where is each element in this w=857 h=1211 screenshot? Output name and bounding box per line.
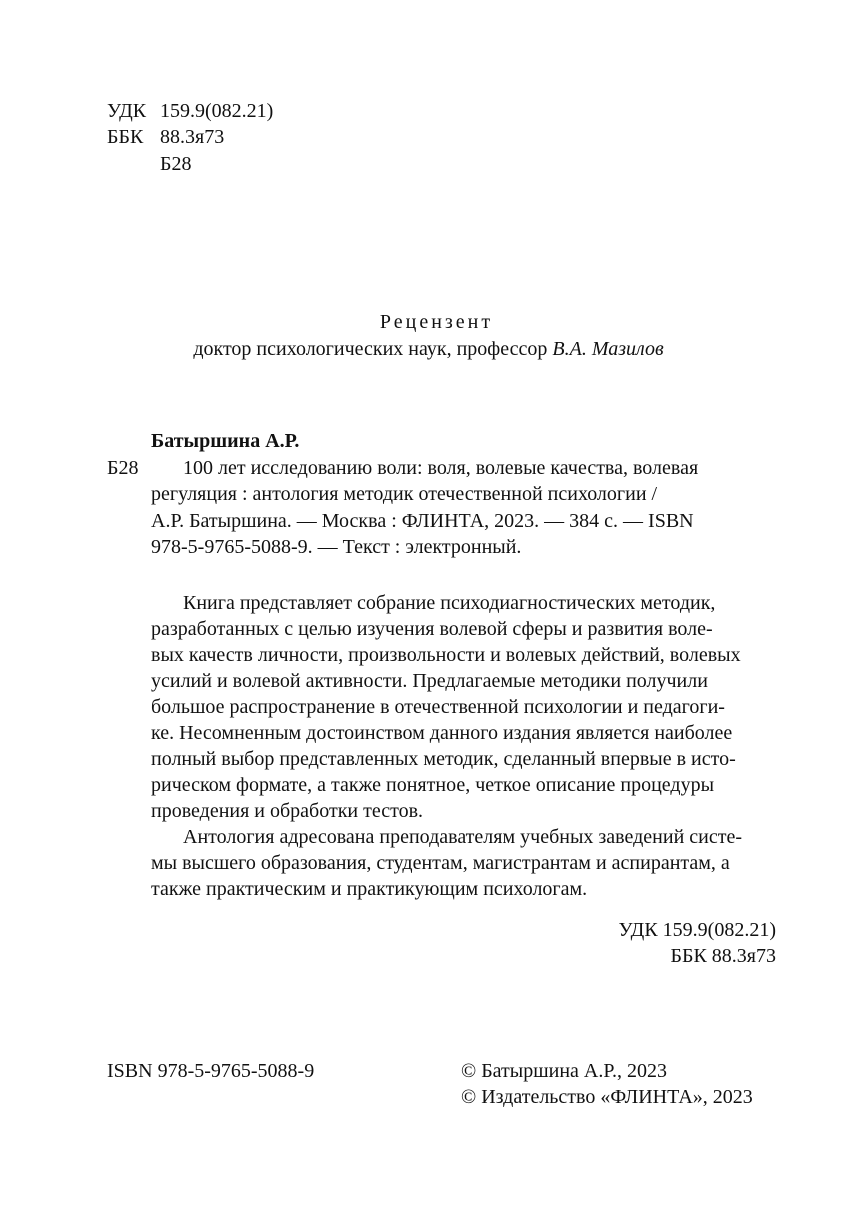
bib-line-4: 978-5-9765-5088-9. — Текст : электронный. bbox=[151, 536, 522, 558]
udk-value: 159.9(082.21) bbox=[160, 100, 274, 122]
annotation-p1-line-7: полный выбор представленных методик, сделанный впервые в исто- bbox=[151, 748, 736, 770]
annotation-p2-line-2: мы высшего образования, студентам, магистрантам и аспирантам, а bbox=[151, 852, 730, 874]
bib-line-3: А.Р. Батыршина. — Москва : ФЛИНТА, 2023. — 384 с. — ISBN bbox=[151, 510, 694, 532]
annotation-p1-line-1: Книга представляет собрание психодиагностических методик, bbox=[183, 592, 716, 614]
bbk-value: 88.3я73 bbox=[160, 126, 225, 148]
reviewer-title-row bbox=[0, 309, 857, 335]
author-mark-top: Б28 bbox=[160, 153, 192, 175]
annotation-p2-line-1: Антология адресована преподавателям учебных заведений систе- bbox=[183, 826, 743, 848]
annotation-p1-line-9: проведения и обработки тестов. bbox=[151, 800, 424, 822]
bbk-label: ББК bbox=[107, 126, 144, 148]
bbk-code-bottom: ББК 88.3я73 bbox=[670, 945, 776, 967]
author-heading: Батыршина А.Р. bbox=[151, 430, 300, 452]
bib-line-1: 100 лет исследованию воли: воля, волевые качества, волевая bbox=[183, 457, 699, 479]
annotation-p1-line-4: усилий и волевой активности. Предлагаемые методики получили bbox=[151, 670, 708, 692]
bbk-code-top bbox=[107, 124, 224, 150]
annotation-p1-line-5: большое распространение в отечественной психологии и педагоги- bbox=[151, 696, 725, 718]
isbn: ISBN 978-5-9765-5088-9 bbox=[107, 1060, 315, 1082]
annotation-p1-line-6: ке. Несомненным достоинством данного издания является наиболее bbox=[151, 722, 733, 744]
reviewer-name: В.А. Мазилов bbox=[552, 338, 664, 360]
copyright-author: © Батыршина А.Р., 2023 bbox=[461, 1060, 667, 1082]
copyright-publisher: © Издательство «ФЛИНТА», 2023 bbox=[461, 1086, 753, 1108]
annotation-p1-line-2: разработанных с целью изучения волевой сферы и развития воле- bbox=[151, 618, 713, 640]
annotation-p2-line-3: также практическим и практикующим психологам. bbox=[151, 878, 588, 900]
annotation-p1-line-8: рическом формате, а также понятное, четкое описание процедуры bbox=[151, 774, 715, 796]
udk-code-top bbox=[107, 98, 273, 124]
udk-code-bottom: УДК 159.9(082.21) bbox=[618, 919, 776, 941]
reviewer-line bbox=[0, 336, 857, 362]
author-mark: Б28 bbox=[107, 457, 139, 479]
bib-line-2: регуляция : антология методик отечественной психологии / bbox=[151, 483, 658, 505]
udk-label: УДК bbox=[107, 100, 147, 122]
annotation-p1-line-3: вых качеств личности, произвольности и волевых действий, волевых bbox=[151, 644, 741, 666]
reviewer-title: Рецензент bbox=[379, 311, 494, 333]
reviewer-description: доктор психологических наук, профессор bbox=[193, 338, 548, 360]
